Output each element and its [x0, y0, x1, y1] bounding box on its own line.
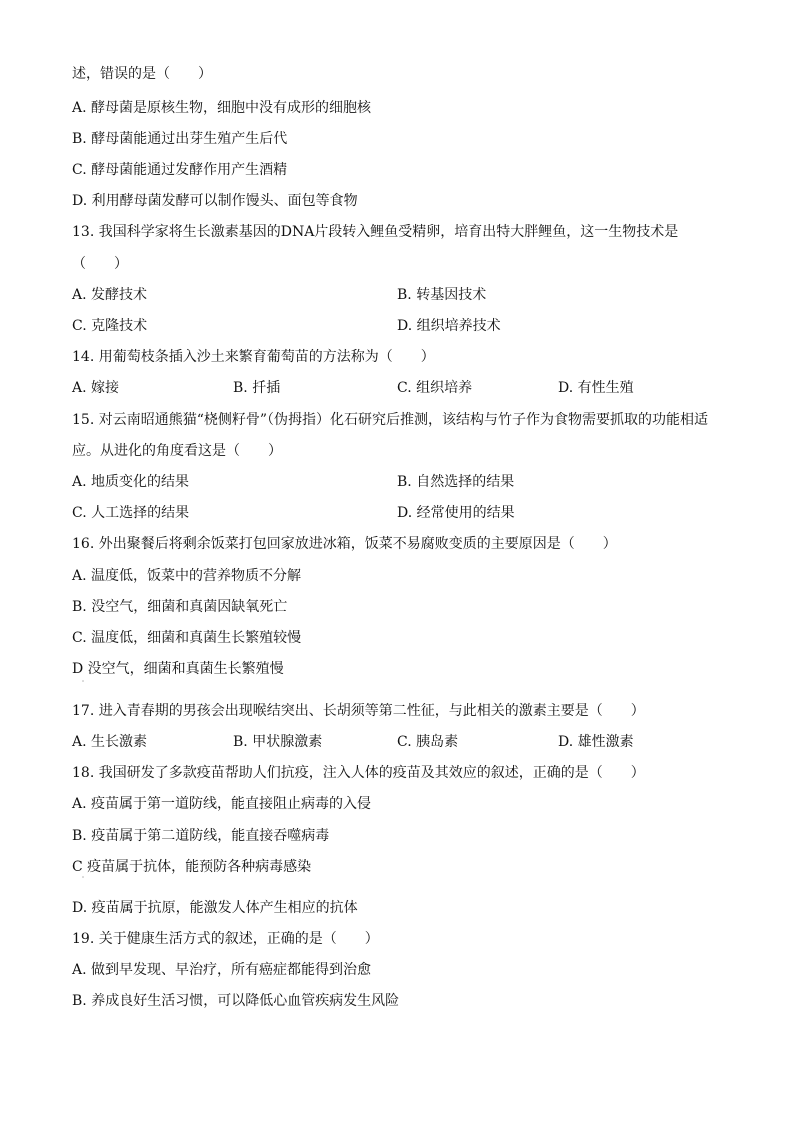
q15-option-c: C. 人工选择的结果 [72, 505, 190, 521]
question-15-stem-cont: 应。从进化的角度看这是（ ） [72, 443, 282, 459]
q12-option-d: D. 利用酵母菌发酵可以制作馒头、面包等食物 [72, 193, 358, 209]
q14-option-d: D. 有性生殖 [558, 380, 634, 396]
stray-mark: ˙ [81, 680, 85, 689]
q18-option-d: D. 疫苗属于抗原，能激发人体产生相应的抗体 [72, 900, 358, 916]
q12-option-a: A. 酵母菌是原核生物，细胞中没有成形的细胞核 [72, 100, 372, 116]
q17-option-a: A. 生长激素 [72, 734, 148, 750]
q13-option-c: C. 克隆技术 [72, 318, 148, 334]
question-12-stem-end: 述，错误的是（ ） [72, 66, 212, 82]
q18-option-b: B. 疫苗属于第二道防线，能直接吞噬病毒 [72, 828, 330, 844]
q13-option-d: D. 组织培养技术 [397, 318, 501, 334]
question-13-stem: 13. 我国科学家将生长激素基因的DNA片段转入鲤鱼受精卵，培育出特大胖鲤鱼，这一生物技术是 [72, 224, 679, 240]
question-13-blank: （ ） [72, 256, 128, 272]
q15-option-a: A. 地质变化的结果 [72, 474, 190, 490]
q16-option-b: B. 没空气，细菌和真菌因缺氧死亡 [72, 599, 288, 615]
q17-option-b: B. 甲状腺激素 [233, 734, 323, 750]
q16-option-d: D 没空气，细菌和真菌生长繁殖慢 [72, 661, 284, 677]
q14-option-a: A. 嫁接 [72, 380, 120, 396]
question-15-stem: 15. 对云南昭通熊猫“桡侧籽骨”（伪拇指）化石研究后推测，该结构与竹子作为食物需要抓取的功能相适 [72, 412, 709, 428]
question-18-stem: 18. 我国研发了多款疫苗帮助人们抗疫，注入人体的疫苗及其效应的叙述，正确的是（ ） [72, 765, 645, 781]
q15-option-d: D. 经常使用的结果 [397, 505, 515, 521]
q18-option-c: C 疫苗属于抗体，能预防各种病毒感染 [72, 859, 312, 875]
q15-option-b: B. 自然选择的结果 [397, 474, 515, 490]
question-14-stem: 14. 用葡萄枝条插入沙土来繁育葡萄苗的方法称为（ ） [72, 349, 435, 365]
q12-option-b: B. 酵母菌能通过出芽生殖产生后代 [72, 131, 288, 147]
question-16-stem: 16. 外出聚餐后将剩余饭菜打包回家放进冰箱，饭菜不易腐败变质的主要原因是（ ） [72, 536, 617, 552]
q17-option-c: C. 胰岛素 [397, 734, 459, 750]
q19-option-b: B. 养成良好生活习惯，可以降低心血管疾病发生风险 [72, 993, 400, 1009]
q13-option-a: A. 发酵技术 [72, 287, 148, 303]
q13-option-b: B. 转基因技术 [397, 287, 487, 303]
q14-option-b: B. 扦插 [233, 380, 281, 396]
question-17-stem: 17. 进入青春期的男孩会出现喉结突出、长胡须等第二性征，与此相关的激素主要是（ ） [72, 703, 645, 719]
question-19-stem: 19. 关于健康生活方式的叙述，正确的是（ ） [72, 931, 379, 947]
q19-option-a: A. 做到早发现、早治疗，所有癌症都能得到治愈 [72, 962, 372, 978]
q16-option-c: C. 温度低，细菌和真菌生长繁殖较慢 [72, 630, 302, 646]
q16-option-a: A. 温度低，饭菜中的营养物质不分解 [72, 568, 302, 584]
stray-mark-2: ˙ [81, 876, 85, 885]
q17-option-d: D. 雄性激素 [558, 734, 634, 750]
q18-option-a: A. 疫苗属于第一道防线，能直接阻止病毒的入侵 [72, 796, 372, 812]
q12-option-c: C. 酵母菌能通过发酵作用产生酒精 [72, 162, 288, 178]
q14-option-c: C. 组织培养 [397, 380, 473, 396]
